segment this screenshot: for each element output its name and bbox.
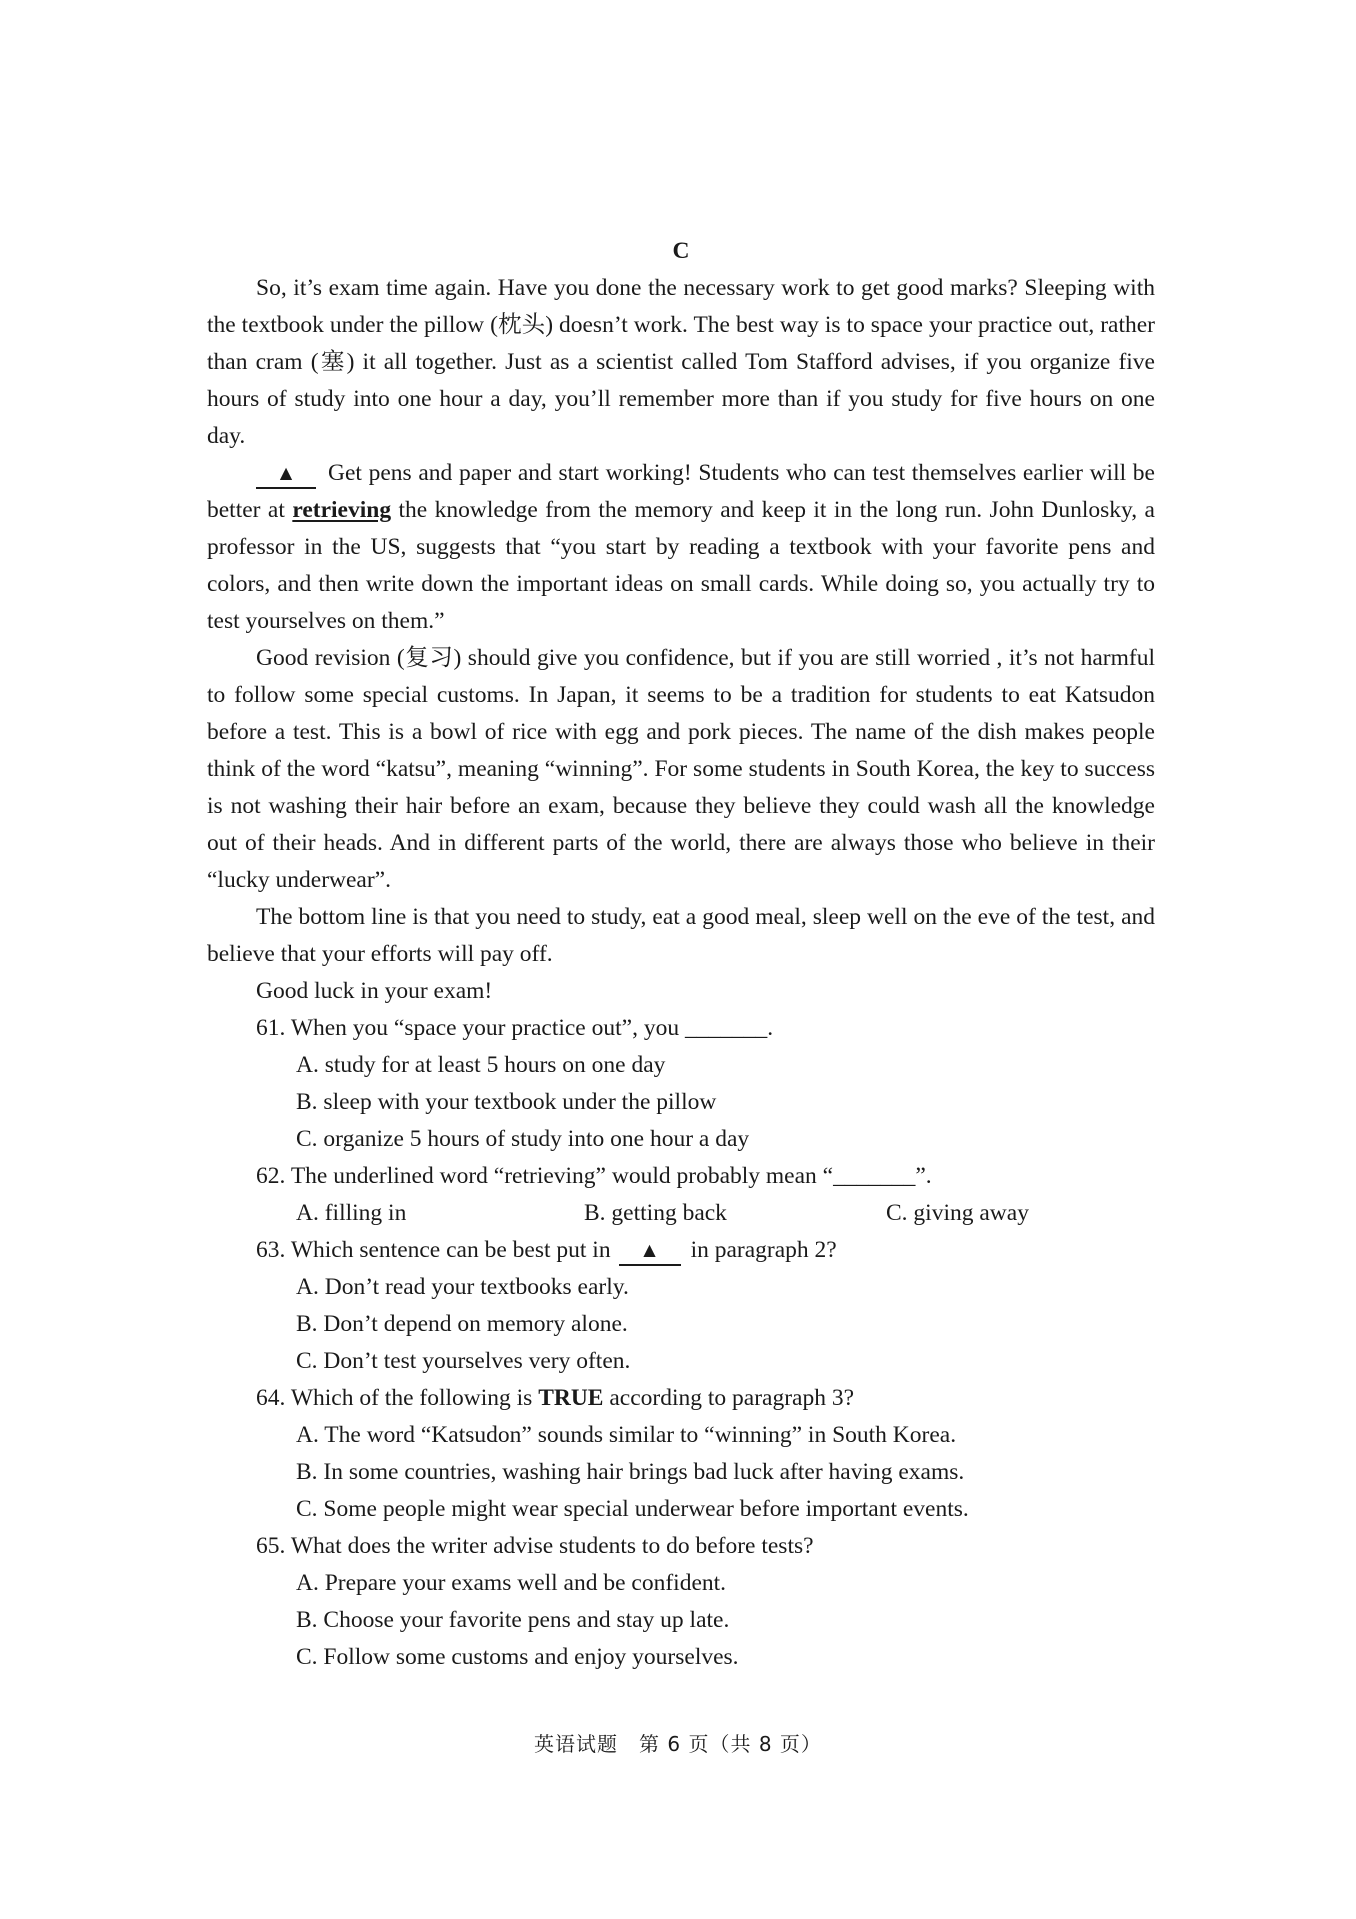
exam-page	[207, 233, 1155, 1676]
paragraph-2	[207, 455, 1155, 640]
question-63-option-a: A. Don’t read your textbooks early.	[296, 1274, 629, 1300]
question-62-option-a: A. filling in	[296, 1200, 407, 1226]
paragraph-3: Good revision (复习) should give you confidence, but if you are still worried , it’s not harmful to follow some special customs. In Japan, it seems to be a tradition for students to eat Katsudon before a test. This is a bowl of rice with egg and pork pieces. The name of the dish makes people think of the word “katsu”, meaning “winning”. For some students in South Korea, the key to success is not washing their hair before an exam, because they believe they could wash all the knowledge out of their heads. And in different parts of the world, there are always those who believe in their “lucky underwear”.	[207, 645, 1155, 893]
paragraph-2-text-a: Get pens and paper and start working! Students who can test themselves earlier will be better at	[207, 460, 1155, 523]
question-63-stem-b: in paragraph 2?	[690, 1237, 837, 1263]
question-61-stem: 61. When you “space your practice out”, you _______.	[256, 1015, 774, 1041]
question-64-stem-b: according to paragraph 3?	[609, 1385, 855, 1411]
question-65-option-c: C. Follow some customs and enjoy yourselves.	[296, 1644, 739, 1670]
question-62-stem: 62. The underlined word “retrieving” would probably mean “_______”.	[256, 1163, 932, 1189]
question-64-stem-bold: TRUE	[538, 1385, 604, 1411]
question-64-option-b: B. In some countries, washing hair brings bad luck after having exams.	[296, 1459, 965, 1485]
question-62-option-c: C. giving away	[886, 1200, 1029, 1226]
paragraph-5: Good luck in your exam!	[256, 978, 493, 1004]
question-61-option-b: B. sleep with your textbook under the pillow	[296, 1089, 717, 1115]
question-64-option-c: C. Some people might wear special underwear before important events.	[296, 1496, 969, 1522]
question-62-options	[207, 1195, 1155, 1232]
paragraph-4: The bottom line is that you need to study, eat a good meal, sleep well on the eve of the test, and believe that your efforts will pay off.	[207, 904, 1155, 967]
underlined-keyword: retrieving	[292, 497, 392, 523]
blank-triangle-marker: ▲	[256, 459, 316, 489]
paragraph-1: So, it’s exam time again. Have you done the necessary work to get good marks? Sleeping with the textbook under the pillow (枕头) doesn’t work. The best way is to space your practice out, rather than cram (塞) it all together. Just as a scientist called Tom Stafford advises, if you organize five hours of study into one hour a day, you’ll remember more than if you study for five hours on one day.	[207, 275, 1155, 449]
question-64-stem	[207, 1380, 1155, 1417]
question-63-stem	[207, 1232, 1155, 1269]
question-63-option-b: B. Don’t depend on memory alone.	[296, 1311, 628, 1337]
section-title: C	[672, 238, 690, 264]
question-64-stem-a: 64. Which of the following is	[256, 1385, 533, 1411]
question-65-stem: 65. What does the writer advise students to do before tests?	[256, 1533, 814, 1559]
paragraph-2-text-b: the knowledge from the memory and keep it in the long run. John Dunlosky, a professor in the US, suggests that “you start by reading a textbook with your favorite pens and colors, and then write down the important ideas on small cards. While doing so, you actually try to test yourselves on them.”	[207, 497, 1155, 634]
question-61-option-c: C. organize 5 hours of study into one hour a day	[296, 1126, 750, 1152]
question-65-option-a: A. Prepare your exams well and be confident.	[296, 1570, 727, 1596]
question-64-option-a: A. The word “Katsudon” sounds similar to “winning” in South Korea.	[296, 1422, 957, 1448]
page-footer: 英语试题 第 6 页（共 8 页）	[534, 1732, 822, 1756]
blank-triangle-marker: ▲	[619, 1236, 681, 1266]
question-61-option-a: A. study for at least 5 hours on one day	[296, 1052, 666, 1078]
question-62-option-b: B. getting back	[584, 1200, 727, 1226]
question-63-stem-a: 63. Which sentence can be best put in	[256, 1237, 611, 1263]
question-63-option-c: C. Don’t test yourselves very often.	[296, 1348, 631, 1374]
question-65-option-b: B. Choose your favorite pens and stay up late.	[296, 1607, 730, 1633]
